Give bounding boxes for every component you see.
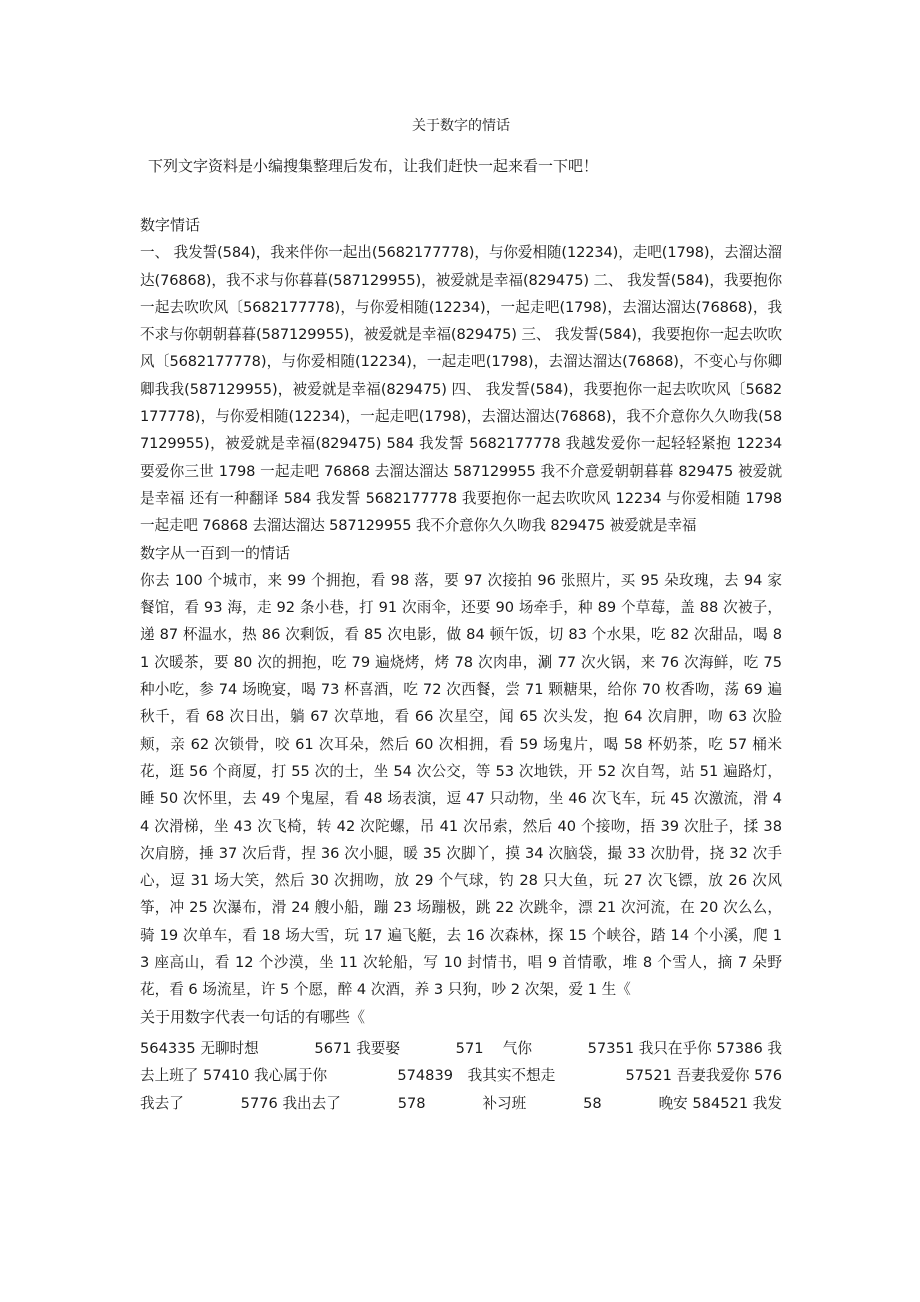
code-entry: 57521 吾妻我爱你 576: [625, 1067, 782, 1085]
code-entry: 5671 我要娶: [314, 1039, 400, 1057]
code-entry: 5776 我出去了: [240, 1094, 341, 1112]
section-heading-hundred-to-one: 数字从一百到一的情话: [140, 543, 291, 562]
code-row: [140, 1090, 782, 1117]
code-entry: 58: [583, 1094, 602, 1112]
code-row: [140, 1062, 782, 1089]
code-entry: 578: [397, 1094, 426, 1112]
code-entry: 571 气你: [455, 1039, 532, 1057]
code-entry: 564335 无聊时想: [140, 1039, 259, 1057]
intro-text: 下列文字资料是小编搜集整理后发布，让我们赶快一起来看一下吧！: [148, 157, 599, 175]
code-entry: 去上班了 57410 我心属于你: [140, 1067, 328, 1085]
section-body-number-love-words: 一、 我发誓(584)，我来伴你一起出(5682177778)，与你爱相随(12234)，走吧(1798)，去溜达溜达(76868)，我不求与你暮暮(587129955)，被爱就是幸福(829475) 二、 我发誓(584)，我要抱你一起去吹吹风〔5682177778)，与你爱相随(12234)，一起走吧(1798)，去溜达溜达(76868)，我不求与你朝朝暮暮(587129955)，被爱就是幸福(829475) 三、 我发誓(584)，我要抱你一起去吹吹风〔5682177778)，与你爱相随(12234)，一起走吧(1798)，去溜达溜达(76868)，不变心与你卿卿我我(587129955)，被爱就是幸福(829475) 四、 我发誓(584)，我要抱你一起去吹吹风〔5682177778)，与你爱相随(12234)，一起走吧(1798)，去溜达溜达(76868)，我不介意你久久吻我(587129955)，被爱就是幸福(829475) 584 我发誓 5682177778 我越发爱你一起轻轻紧抱 12234 要爱你三世 1798 一起走吧 76868 去溜达溜达 587129955 我不介意爱朝朝暮暮 829475 被爱就是幸福 还有一种翻译 584 我发誓 5682177778 我要抱你一起去吹吹风 12234 与你爱相随 1798 一起走吧 76868 去溜达溜达 587129955 我不介意你久久吻我 829475 被爱就是幸福: [140, 244, 782, 535]
number-code-list: [140, 1035, 782, 1117]
code-entry: 57351 我只在乎你 57386 我: [587, 1039, 782, 1057]
code-entry: 晚安 584521 我发: [658, 1094, 782, 1112]
code-entry: 574839 我其实不想走: [397, 1067, 556, 1085]
code-entry: 我去了: [140, 1094, 184, 1112]
code-entry: 补习班: [482, 1094, 527, 1112]
document-title: 关于数字的情话: [412, 118, 510, 134]
code-row: [140, 1035, 782, 1062]
section-heading-number-love-words: 数字情话: [140, 216, 201, 234]
section-heading-number-codes: 关于用数字代表一句话的有哪些《: [140, 1007, 366, 1026]
document-page: [140, 110, 782, 1117]
section-body-hundred-to-one: 你去 100 个城市，来 99 个拥抱，看 98 落，要 97 次接拍 96 张照片，买 95 朵玫瑰，去 94 家餐馆，看 93 海，走 92 条小巷，打 91 次雨伞，还要 90 场牵手，种 89 个草莓，盖 88 次被子，递 87 杯温水，热 86 次剩饭，看 85 次电影，做 84 顿午饭，切 83 个水果，吃 82 次甜品，喝 81 次暖茶，要 80 次的拥抱，吃 79 遍烧烤，烤 78 次肉串，涮 77 次火锅，来 76 次海鲜，吃 75 种小吃，参 74 场晚宴，喝 73 杯喜酒，吃 72 次西餐，尝 71 颗糖果，给你 70 枚香吻，荡 69 遍秋千，看 68 次日出，躺 67 次草地，看 66 次星空，闻 65 次头发，抱 64 次肩胛，吻 63 次脸颊，亲 62 次锁骨，咬 61 次耳朵，然后 60 次相拥，看 59 场鬼片，喝 58 杯奶茶，吃 57 桶米花，逛 56 个商厦，打 55 次的士，坐 54 次公交，等 53 次地铁，开 52 次自驾，站 51 遍路灯，睡 50 次怀里，去 49 个鬼屋，看 48 场表演，逗 47 只动物，坐 46 次飞车，玩 45 次激流，滑 44 次滑梯，坐 43 次飞椅，转 42 次陀螺，吊 41 次吊索，然后 40 个接吻，捂 39 次肚子，揉 38 次肩膀，捶 37 次后背，捏 36 次小腿，暖 35 次脚丫，摸 34 次脑袋，撮 33 次肋骨，挠 32 次手心，逗 31 场大笑，然后 30 次拥吻，放 29 个气球，钓 28 只大鱼，玩 27 次飞镖，放 26 次风筝，冲 25 次瀑布，滑 24 艘小船，蹦 23 场蹦极，跳 22 次跳伞，漂 21 次河流，在 20 次么么，骑 19 次单车，看 18 场大雪，玩 17 遍飞艇，去 16 次森林，探 15 个峡谷，踏 14 个小溪，爬 13 座高山，看 12 个沙漠，坐 11 次轮船，写 10 封情书，唱 9 首情歌，堆 8 个雪人，摘 7 朵野花，看 6 场流星，许 5 个愿，醉 4 次酒，养 3 只狗，吵 2 次架，爱 1 生《: [140, 571, 782, 999]
